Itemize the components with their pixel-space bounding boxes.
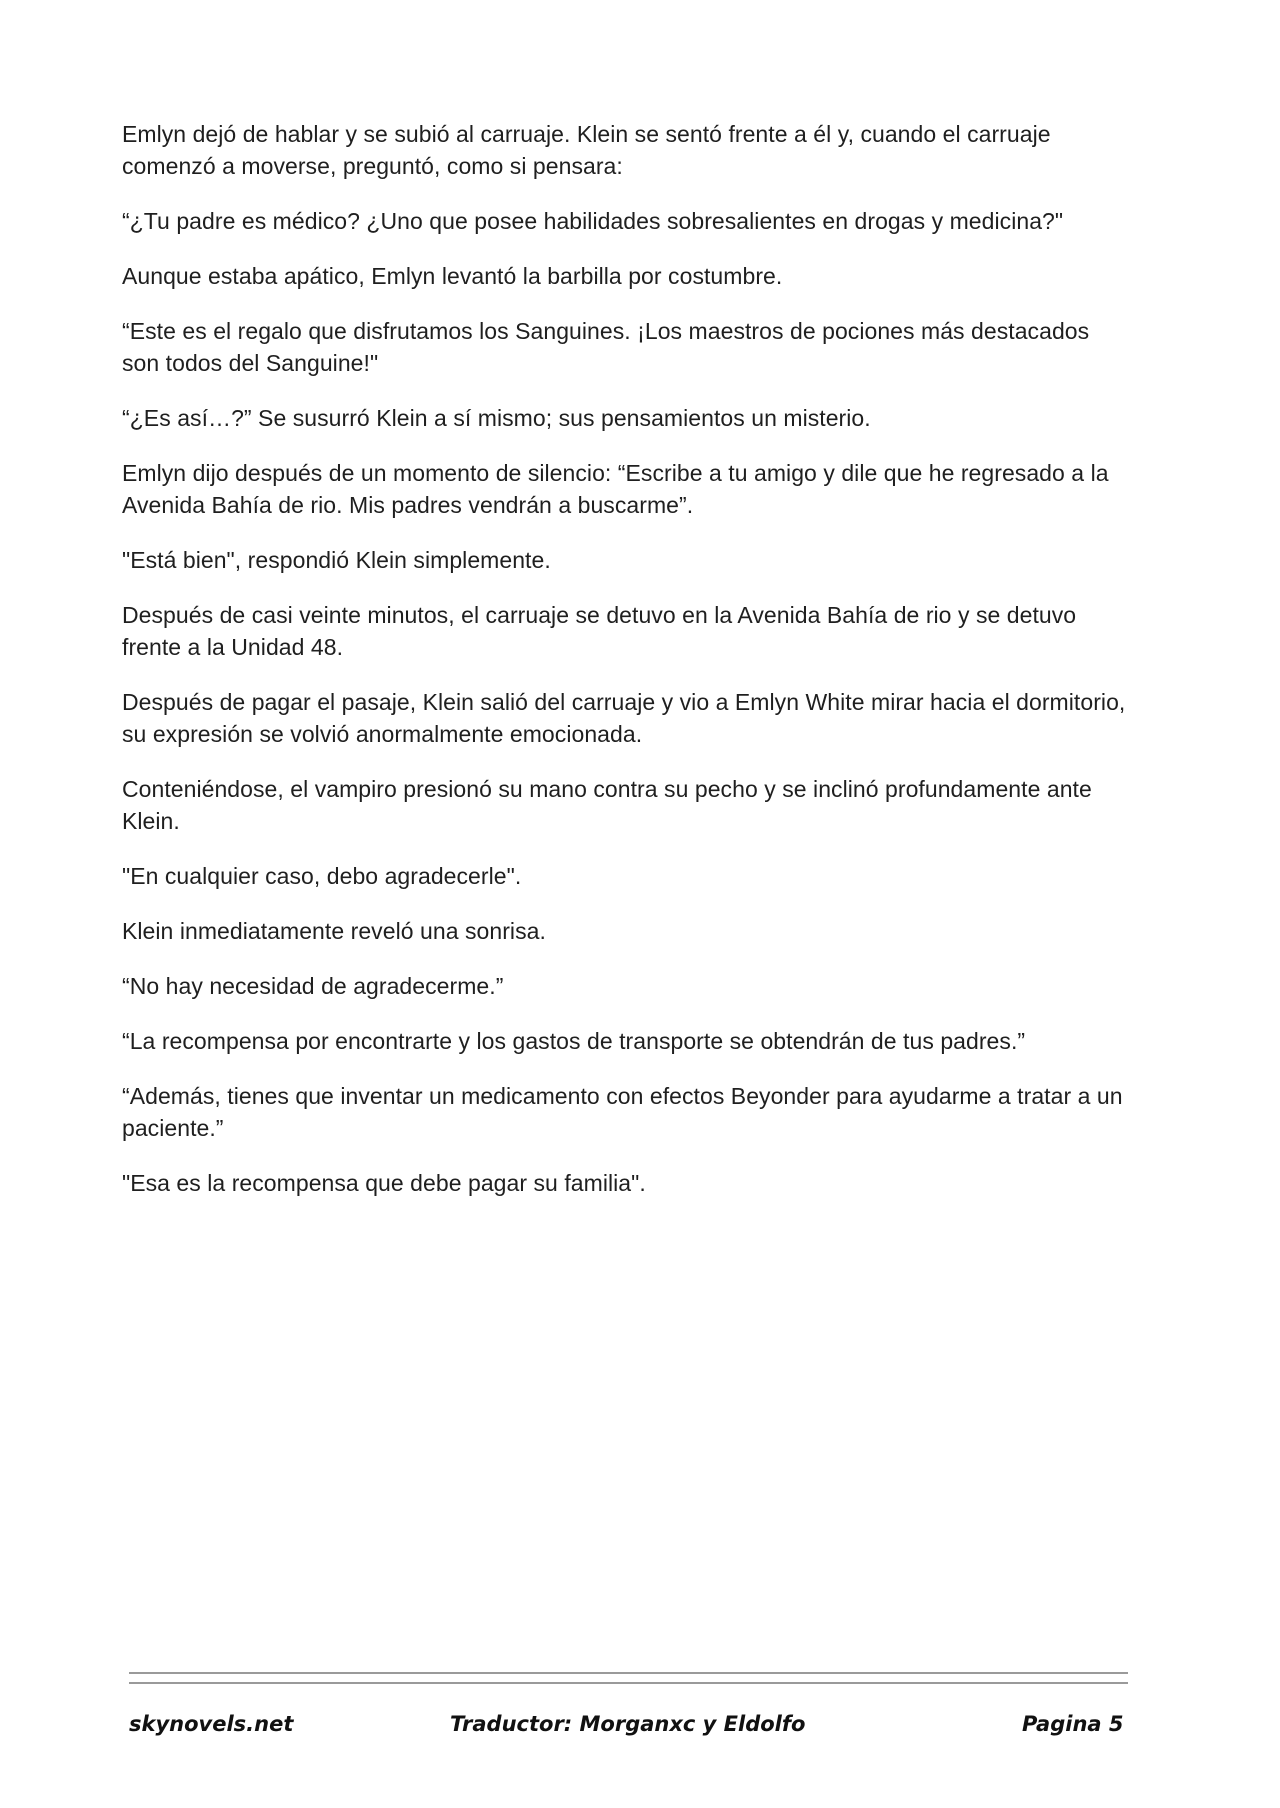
- paragraph-3: Aunque estaba apático, Emlyn levantó la barbilla por costumbre.: [122, 263, 783, 289]
- page-body: [122, 118, 1132, 1222]
- paragraph-8: Después de casi veinte minutos, el carruaje se detuvo en la Avenida Bahía de rio y se detuvo frente a la Unidad 48.: [122, 602, 1077, 660]
- footer-site: skynovels.net: [129, 1712, 294, 1736]
- paragraph-10: Conteniéndose, el vampiro presionó su mano contra su pecho y se inclinó profundamente ante Klein.: [122, 776, 1092, 834]
- paragraph-15: “Además, tienes que inventar un medicamento con efectos Beyonder para ayudarme a tratar a un paciente.”: [122, 1083, 1123, 1141]
- paragraph-2: “¿Tu padre es médico? ¿Uno que posee habilidades sobresalientes en drogas y medicina?": [122, 208, 1064, 234]
- paragraph-16: "Esa es la recompensa que debe pagar su familia".: [122, 1170, 646, 1196]
- paragraph-1: Emlyn dejó de hablar y se subió al carruaje. Klein se sentó frente a él y, cuando el carruaje comenzó a moverse, preguntó, como si pensara:: [122, 121, 1051, 179]
- footer-page-number: Pagina 5: [1022, 1712, 1124, 1736]
- paragraph-9: Después de pagar el pasaje, Klein salió del carruaje y vio a Emlyn White mirar hacia el dormitorio, su expresión se volvió anormalmente emocionada.: [122, 689, 1126, 747]
- footer-rule-bottom: [129, 1682, 1128, 1684]
- paragraph-6: Emlyn dijo después de un momento de silencio: “Escribe a tu amigo y dile que he regresado a la Avenida Bahía de rio. Mis padres vendrán a buscarme”.: [122, 460, 1109, 518]
- footer-rule-top: [129, 1672, 1128, 1674]
- paragraph-7: "Está bien", respondió Klein simplemente.: [122, 547, 551, 573]
- paragraph-12: Klein inmediatamente reveló una sonrisa.: [122, 918, 546, 944]
- paragraph-4: “Este es el regalo que disfrutamos los Sanguines. ¡Los maestros de pociones más destacados son todos del Sanguine!": [122, 318, 1090, 376]
- footer-translator: Traductor: Morganxc y Eldolfo: [450, 1712, 806, 1736]
- paragraph-11: "En cualquier caso, debo agradecerle".: [122, 863, 522, 889]
- paragraph-5: “¿Es así…?” Se susurró Klein a sí mismo; sus pensamientos un misterio.: [122, 405, 871, 431]
- footer-divider: [129, 1672, 1128, 1684]
- paragraph-14: “La recompensa por encontrarte y los gastos de transporte se obtendrán de tus padres.”: [122, 1028, 1026, 1054]
- paragraph-13: “No hay necesidad de agradecerme.”: [122, 973, 504, 999]
